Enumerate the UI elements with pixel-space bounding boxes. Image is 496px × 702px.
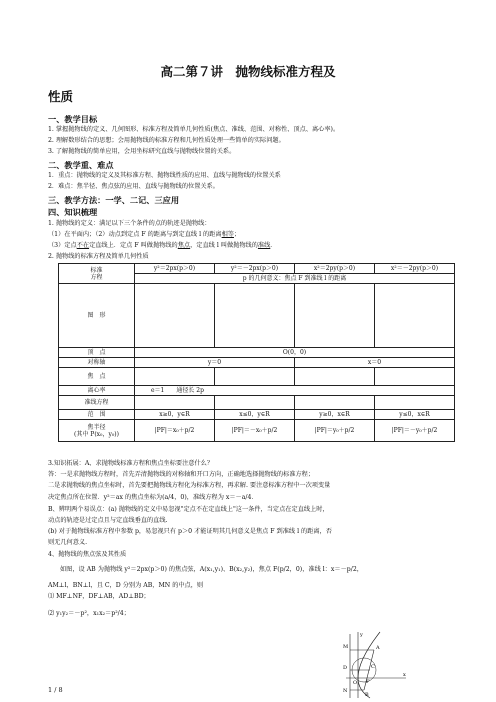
page-title-line2: 性质 xyxy=(48,89,74,104)
section-heading-goals: 一、教学目标 xyxy=(48,114,98,124)
section-heading-knowledge: 四、知识梳理 xyxy=(48,207,98,217)
definition-line-3: （3）定点不在定直线上．定点 F 叫做抛物线的焦点，定直线 l 叫做抛物线的准线． xyxy=(48,242,277,249)
focus-cell xyxy=(295,368,375,386)
answer-line-2: 二是求抛物线的焦点坐标时，首先要把抛物线方程化为标准方程，再求解. 要注意标准方程中一次项变量 xyxy=(48,482,331,489)
figure-label: F xyxy=(366,679,370,685)
range-cell: y≥0，x∈R xyxy=(295,410,375,420)
focal-radius-cell: |PF|＝－y₀＋p/2 xyxy=(375,420,455,442)
equation-cell: x²＝2py(p＞0) xyxy=(295,264,375,274)
equation-cell: y²＝2px(p＞0) xyxy=(135,264,215,274)
property-1: ⑴ MF⊥NF，DF⊥AB，AD⊥BD； xyxy=(48,593,150,600)
page-title: 高二第７讲 抛物线标准方程及 xyxy=(160,64,336,79)
figure-label: B xyxy=(365,692,369,698)
graph-cell xyxy=(375,284,455,348)
pitfall-line-4: 则无几何意义. xyxy=(48,539,88,546)
p-meaning-cell: p 的几何意义：焦点 F 到准线 l 的距离 xyxy=(135,274,455,284)
row-header-axis: 对称轴 xyxy=(59,358,135,368)
equation-cell: x²＝－2py(p＞0) xyxy=(375,264,455,274)
directrix-cell xyxy=(215,396,295,410)
axis-cell-x: x＝0 xyxy=(295,358,455,368)
focal-radius-cell: |PF|＝－x₀＋p/2 xyxy=(215,420,295,442)
row-header-range: 范 围 xyxy=(59,410,135,420)
axis-cell-y: y＝0 xyxy=(135,358,295,368)
focal-radius-cell: |PF|＝y₀＋p/2 xyxy=(295,420,375,442)
pitfall-line-3: (b) 对于抛物线标准方程中参数 p，易忽视只有 p＞0 才能证明其几何意义是焦点 F 到准线 l 的距离，否 xyxy=(48,528,332,535)
definition-line-1: （1）在平面内；（2）动点到定点 F 的距离与到定直线 l 的距离相等； xyxy=(48,231,241,238)
pitfall-line-1: B、辨明两个易误点：(a) 抛物线的定义中易忽视"定点不在定直线上"这一条件，当定点在定直线上时， xyxy=(48,506,329,513)
directrix-cell xyxy=(135,396,215,410)
focal-chord-figure xyxy=(340,630,410,700)
figure-label: y xyxy=(360,632,363,638)
figure-label: D xyxy=(343,665,348,671)
definition-intro: 1. 抛物线的定义：满足以下三个条件的点的轨迹是抛物线： xyxy=(48,220,211,227)
range-cell: x≥0，y∈R xyxy=(135,410,215,420)
row-header-equation: 标准 方程 xyxy=(59,264,135,284)
figure-label: x xyxy=(403,672,406,678)
graph-cell xyxy=(295,284,375,348)
focal-radius-cell: |PF|＝x₀＋p/2 xyxy=(135,420,215,442)
section-heading-method: 三、教学方法：一学、二记、三应用 xyxy=(48,195,180,205)
figure-label: C xyxy=(371,664,375,670)
vertex-cell: O(0，0) xyxy=(135,348,455,358)
parabola-properties-table xyxy=(58,263,455,442)
eccentricity-cell: e＝1 通径长 2p xyxy=(135,386,455,396)
focal-chord-text-1: 如图，设 AB 为抛物线 y²＝2px(p＞0) 的焦点弦，A(x₁,y₁)、B(x₂,y₂)，焦点 F(p/2，0)，准线 l：x＝－p/2， xyxy=(60,566,363,573)
goal-2: 2. 理解数形结合的思想；会用抛物线的标准方程和几何性质处理一些简单的实际问题。 xyxy=(48,137,285,144)
row-header-directrix: 准线方程 xyxy=(59,396,135,410)
range-cell: x≤0，y∈R xyxy=(215,410,295,420)
answer-line-1: 答：一是求抛物线方程时，首先弄清抛物线的对称轴和开口方向，正确地选择抛物线的标准方程； xyxy=(48,471,315,478)
page-number: 1 / 8 xyxy=(48,686,63,694)
row-header-eccentricity: 离心率 xyxy=(59,386,135,396)
extension-question: 3.知识拓展：A、求抛物线标准方程和焦点坐标要注意什么？ xyxy=(48,460,214,467)
focus-cell xyxy=(135,368,215,386)
pitfall-line-2: 动点的轨迹是过定点且与定直线垂直的直线. xyxy=(48,517,168,524)
focal-chord-text-2: AM⊥l，BN⊥l，且 C，D 分别为 AB，MN 的中点，则 xyxy=(48,582,204,589)
figure-label: O xyxy=(353,680,358,686)
row-header-vertex: 顶 点 xyxy=(59,348,135,358)
figure-label: A xyxy=(376,645,380,651)
table-intro: 2. 抛物线的标准方程及简单几何性质 xyxy=(48,253,149,260)
graph-cell xyxy=(135,284,215,348)
graph-cell xyxy=(215,284,295,348)
section-heading-keys: 二、教学重、难点 xyxy=(48,160,114,170)
key-point-1: 1．重点：抛物线的定义及其标准方程、抛物线性质的应用、直线与抛物线的位置关系 xyxy=(48,172,281,179)
focal-chord-heading: 4、抛物线的焦点弦及其性质 xyxy=(48,551,127,558)
directrix-cell xyxy=(295,396,375,410)
focal-radius-label: 焦半径 xyxy=(87,423,106,431)
row-header-focal-radius xyxy=(59,420,135,442)
focus-cell xyxy=(375,368,455,386)
focal-radius-note: (其中 P(x₀，y₀)) xyxy=(74,430,119,438)
property-2: ⑵ y₁y₂＝－p²，x₁x₂＝p²/4； xyxy=(48,610,130,617)
range-cell: y≤0，x∈R xyxy=(375,410,455,420)
row-header-focus: 焦 点 xyxy=(59,368,135,386)
key-point-2: 2．难点：焦半径、焦点弦的应用、直线与抛物线的位置关系。 xyxy=(48,183,219,190)
figure-label: M xyxy=(343,644,349,650)
equation-cell: y²＝－2px(p＞0) xyxy=(215,264,295,274)
focus-cell xyxy=(215,368,295,386)
goal-1: 1. 掌握抛物线的定义、几何图形、标准方程及简单几何性质(焦点、准线、范围、对称性、顶点、离心率)。 xyxy=(48,126,340,133)
row-header-graph: 图 形 xyxy=(59,284,135,348)
goal-3: 3. 了解抛物线的简单应用，会用坐标研究直线与抛物线位置的关系。 xyxy=(48,148,236,155)
directrix-cell xyxy=(375,396,455,410)
answer-line-3: 决定焦点所在位置．y²＝ax 的焦点坐标为(a/4，0)，准线方程为 x＝－a/4． xyxy=(48,494,258,501)
figure-label: N xyxy=(343,688,348,694)
